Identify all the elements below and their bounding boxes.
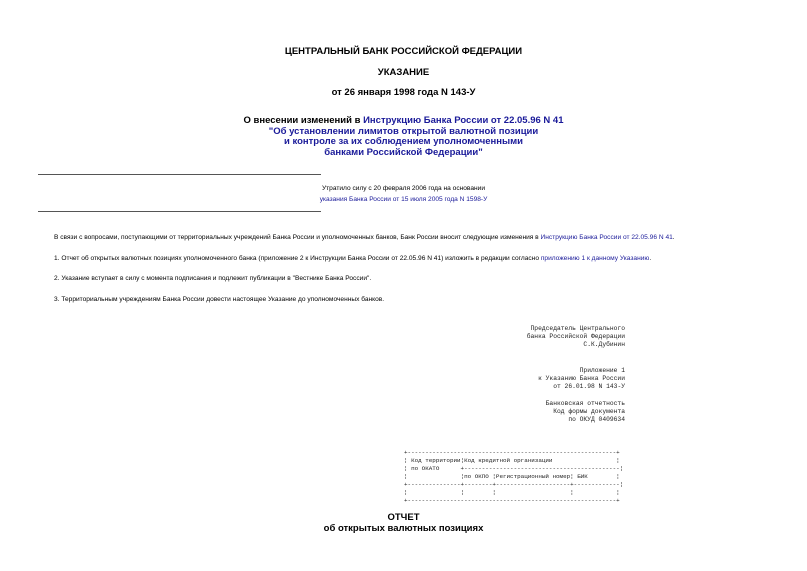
report-subtitle: об открытых валютных позициях [323,523,484,534]
signature-block [527,325,625,348]
paragraph-2: 2. Указание вступает в силу с момента подписания и подлежит публикации в "Вестнике Банка России". [54,275,372,282]
document-date: от 26 января 1998 года N 143-У [331,87,476,98]
paragraph-intro-end: . [672,234,675,241]
document-subject [0,116,807,158]
code-table-row: +-----------------------------------------------------------+ [404,497,620,504]
signature-line-2: банка Российской Федерации [526,332,625,340]
subject-line-2[interactable]: "Об установлении лимитов открытой валютной позиции [268,125,539,137]
signature-line-1: Председатель Центрального [530,325,625,332]
paragraph-intro [54,234,675,241]
appendix-line-3: от 26.01.98 N 143-У [553,382,625,390]
document-type: УКАЗАНИЕ [377,67,430,78]
subject-line-1 [0,116,807,127]
paragraph-intro-link[interactable]: Инструкцию Банка России от 22.05.96 N 41 [540,234,673,241]
subject-prefix: О внесении изменений в [243,115,364,126]
paragraph-1-end: . [649,255,652,262]
issuer-title: ЦЕНТРАЛЬНЫЙ БАНК РОССИЙСКОЙ ФЕДЕРАЦИИ [284,46,523,57]
subject-line-4[interactable]: банками Российской Федерации" [324,146,483,158]
paragraph-intro-text: В связи с вопросами, поступающими от территориальных учреждений Банка России и уполномоченных банков, Банк России вносит следующие изменения в [54,234,541,241]
code-table-row: +---------------+--------+---------------------+-------------¦ [404,481,624,488]
expiry-notice-link[interactable]: указания Банка России от 15 июля 2005 года N 1598-У [319,196,488,203]
code-table-row: ¦ ¦ ¦ ¦ ¦ [404,489,620,496]
divider-bottom [38,211,321,212]
paragraph-1-text: 1. Отчет об открытых валютных позициях уполномоченного банка (приложение 2 к Инструкции Банка России от 22.05.96 N 41) изложить в редакции согласно [54,255,541,262]
reporting-line-3: по ОКУД 0409634 [568,415,625,423]
expiry-notice: Утратило силу с 20 февраля 2006 года на основании [321,185,486,192]
code-table-row: ¦ ¦по ОКПО ¦Регистрационный номер¦ БИК ¦ [404,473,620,480]
signature-name: С.К.Дубинин [583,340,625,348]
code-table-row: ¦ Код территории¦Код кредитной организации ¦ [404,457,620,464]
subject-line-3[interactable]: и контроле за их соблюдением уполномоченными [283,136,523,147]
divider-top [38,174,321,175]
instruction-link[interactable]: Инструкцию Банка России от 22.05.96 N 41 [363,115,564,126]
code-table-row: ¦ по ОКАТО +--------------------------------------------¦ [404,465,624,472]
appendix-line-2: к Указанию Банка России [538,374,625,382]
reporting-line-1: Банковская отчетность [545,400,625,407]
code-table-row: +-----------------------------------------------------------+ [404,449,620,456]
reporting-line-2: Код формы документа [553,407,625,415]
report-title: ОТЧЕТ [387,512,420,523]
appendix-line-1: Приложение 1 [579,367,625,374]
appendix-link[interactable]: приложению 1 к данному Указанию [540,255,650,262]
paragraph-3: 3. Территориальным учреждениям Банка России довести настоящее Указание до уполномоченных банков. [54,296,385,303]
reporting-block [546,400,625,423]
appendix-block [538,367,625,390]
code-table [404,449,623,505]
paragraph-1 [54,255,651,262]
